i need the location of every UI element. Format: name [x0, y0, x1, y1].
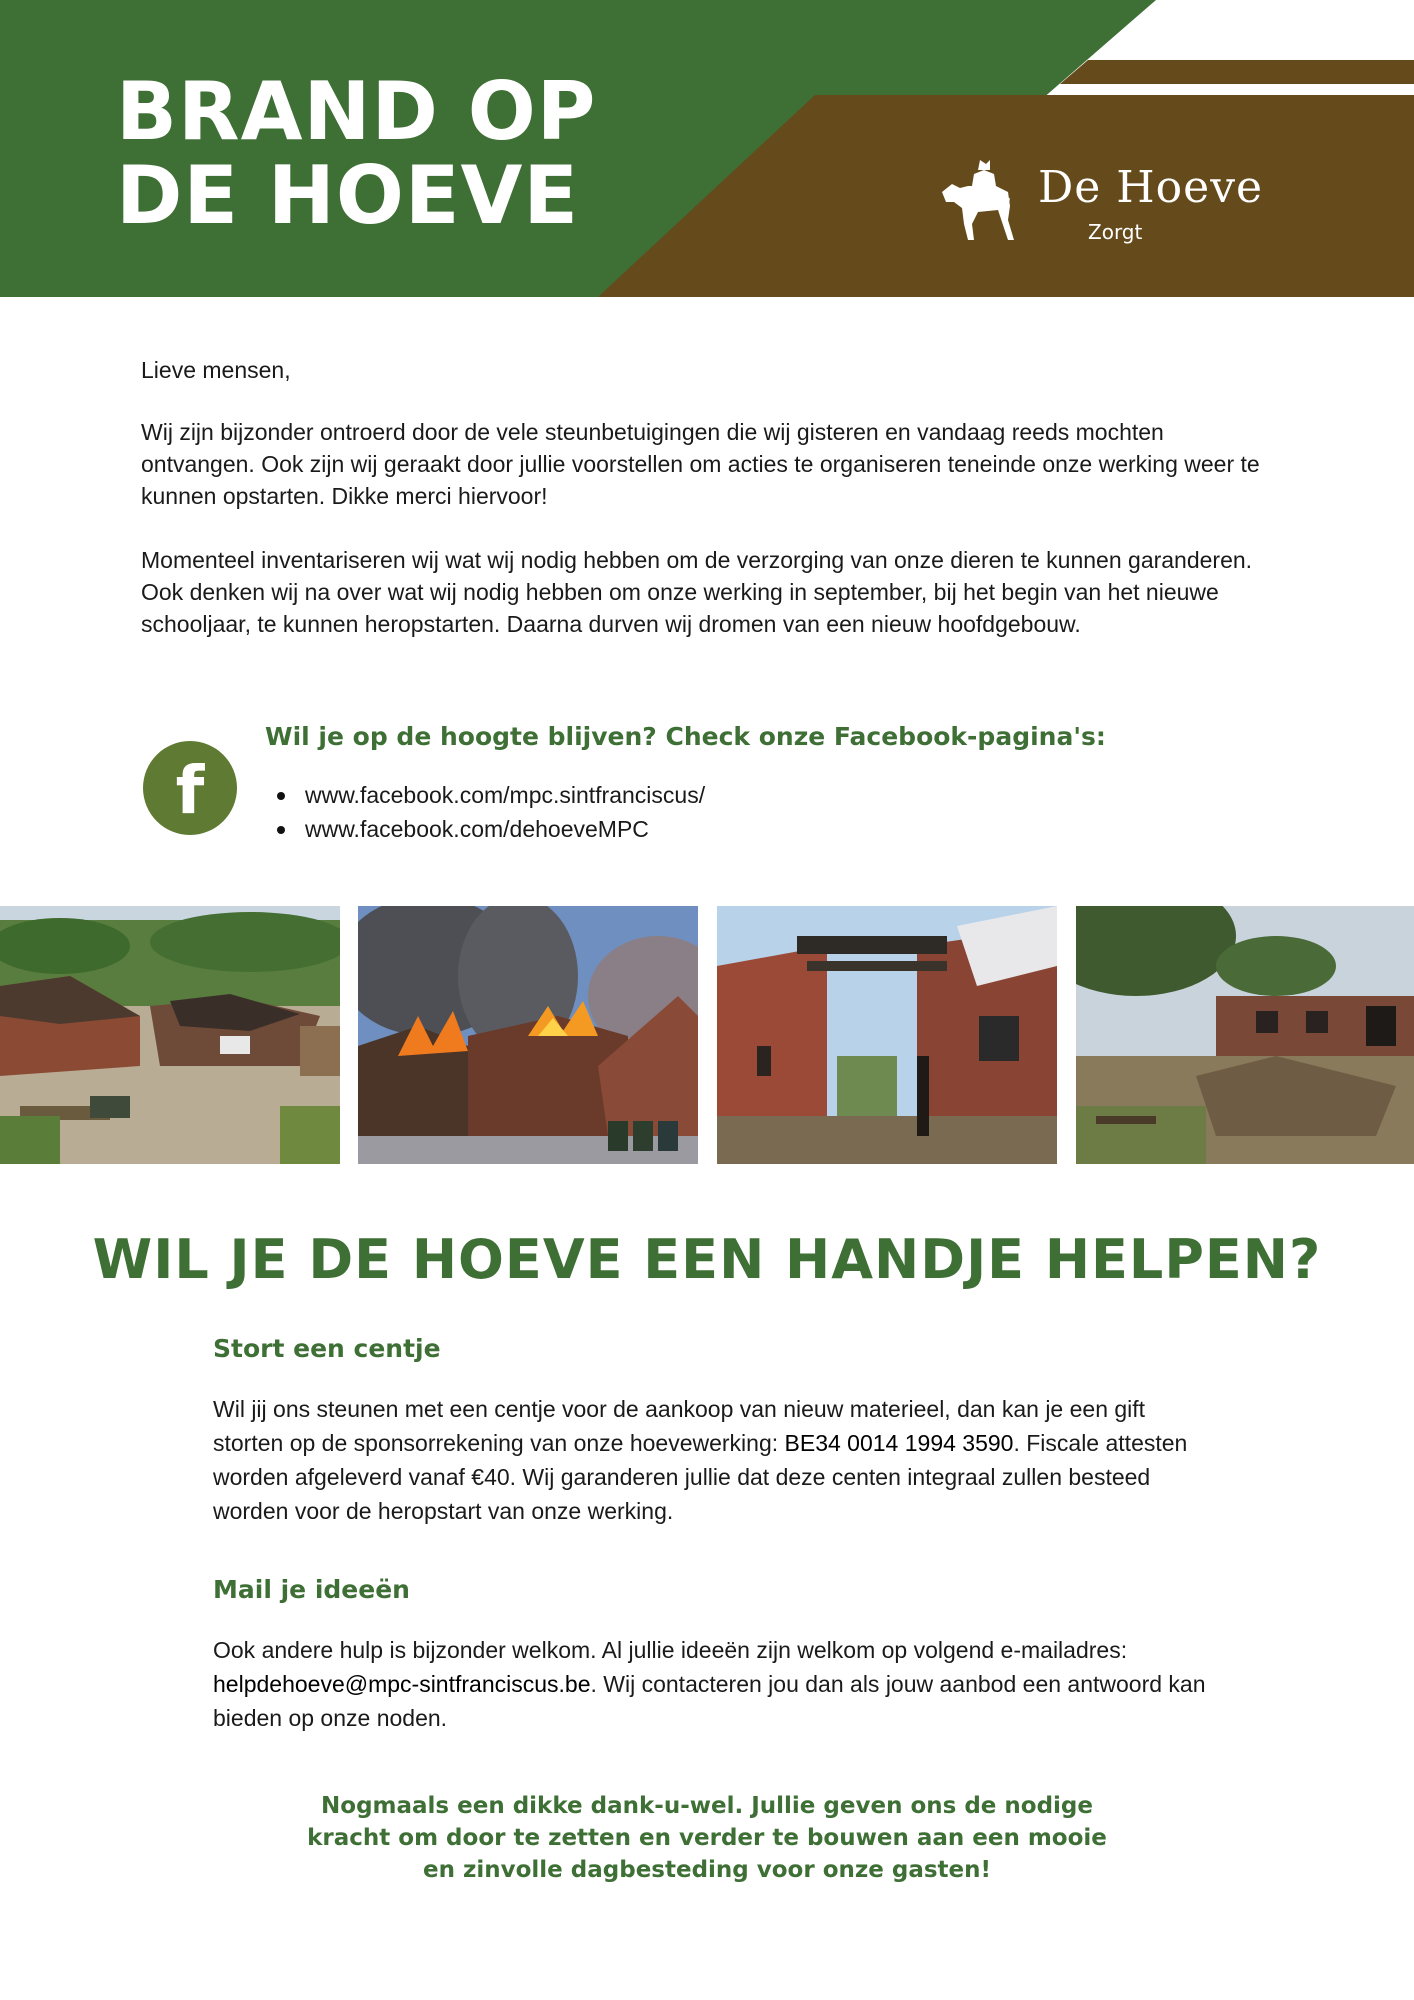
donate-text-rest: . Fiscale attesten worden afgeleverd vanaf €40. Wij garanderen jullie dat deze centen integraal zullen besteed worden voor de heropstart van onze werking. [213, 1430, 1188, 1524]
facebook-heading: Wil je op de hoogte blijven? Check onze Facebook-pagina's: [265, 722, 1106, 751]
facebook-link[interactable]: www.facebook.com/dehoeveMPC [305, 812, 705, 846]
intro-paragraph-2: Momenteel inventariseren wij wat wij nodig hebben om de verzorging van onze dieren te kunnen garanderen. Ook denken wij na over wat wij nodig hebben om onze werking in september, bij het begin van het nieuwe schooljaar, te kunnen heropstarten. Daarna durven wij dromen van een nieuw hoofdgebouw. [141, 547, 1253, 637]
horse-animals-logo-icon [938, 158, 1022, 246]
photo-burned-barn-interior [717, 906, 1057, 1164]
facebook-icon-letter: f [175, 752, 205, 829]
mail-heading: Mail je ideeën [213, 1575, 410, 1604]
photo-farm-fire-flames [358, 906, 698, 1164]
logo [938, 158, 1264, 248]
help-title: WIL JE DE HOEVE EEN HANDJE HELPEN? [92, 1228, 1322, 1291]
header-banner [0, 0, 1414, 297]
photo-collapsed-stable-ruins [1076, 906, 1414, 1164]
page-title: BRAND OP DE HOEVE [116, 65, 597, 242]
photo-aerial-burned-farm [0, 906, 340, 1164]
donate-text [213, 1392, 1213, 1528]
donate-heading: Stort een centje [213, 1334, 441, 1363]
intro-paragraph-1: Wij zijn bijzonder ontroerd door de vele steunbetuigingen die wij gisteren en vandaag reeds mochten ontvangen. Ook zijn wij geraakt door jullie voorstellen om acties te organiseren teneinde onze werking weer te kunnen opstarten. Dikke merci hiervoor! [141, 419, 1260, 509]
greeting: Lieve mensen, [141, 357, 291, 383]
mail-text [213, 1633, 1213, 1735]
email-address[interactable]: helpdehoeve@mpc-sintfranciscus.be [213, 1671, 591, 1697]
facebook-links [305, 778, 705, 846]
closing-message: Nogmaals een dikke dank-u-wel. Jullie geven ons de nodige kracht om door te zetten en verder te bouwen aan een mooie en zinvolle dagbesteding voor onze gasten! [307, 1793, 1107, 1883]
facebook-link[interactable]: www.facebook.com/mpc.sintfranciscus/ [305, 778, 705, 812]
logo-name: De Hoeve [1038, 162, 1264, 213]
photo-strip [0, 906, 1414, 1164]
donate-text-intro: Wil jij ons steunen met een centje voor de aankoop van nieuw materieel, dan kan je een gift storten op de sponsorrekening van onze hoevewerking: [213, 1396, 1146, 1456]
facebook-icon [143, 741, 237, 835]
logo-tagline: Zorgt [1088, 220, 1143, 244]
mail-text-intro: Ook andere hulp is bijzonder welkom. Al jullie ideeën zijn welkom op volgend e-mailadres: [213, 1637, 1128, 1663]
iban-number: BE34 0014 1994 3590 [784, 1430, 1014, 1456]
mail-text-rest: . Wij contacteren jou dan als jouw aanbod een antwoord kan bieden op onze noden. [213, 1671, 1206, 1731]
